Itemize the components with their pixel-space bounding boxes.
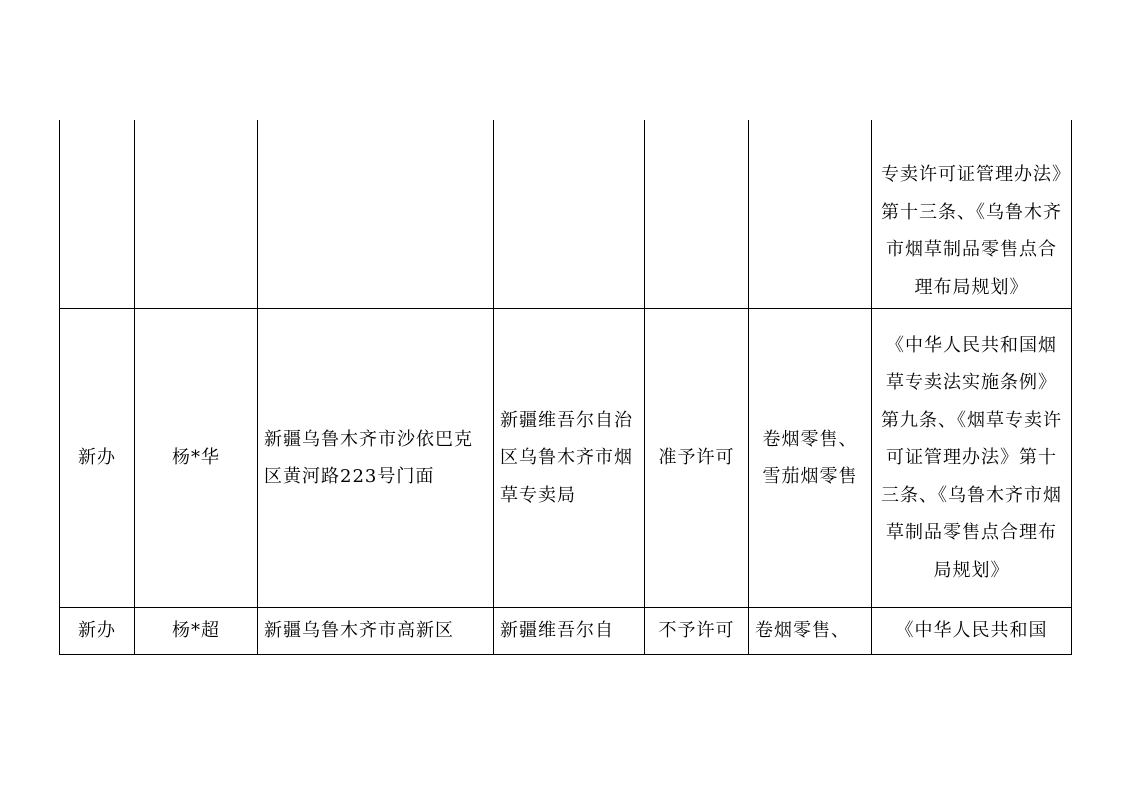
cell-authority	[494, 120, 645, 309]
table-row	[60, 309, 1072, 608]
table-row	[60, 608, 1072, 655]
cell-scope: 卷烟零售、	[749, 608, 872, 655]
cell-type: 新办	[60, 309, 135, 608]
cell-name: 杨*超	[135, 608, 258, 655]
license-table	[59, 120, 1072, 655]
cell-decision: 准予许可	[645, 309, 749, 608]
table-row	[60, 120, 1072, 309]
cell-decision	[645, 120, 749, 309]
cell-authority: 新疆维吾尔自治区乌鲁木齐市烟草专卖局	[494, 309, 645, 608]
cell-decision: 不予许可	[645, 608, 749, 655]
cell-scope	[749, 120, 872, 309]
cell-address	[258, 120, 494, 309]
cell-address: 新疆乌鲁木齐市高新区	[258, 608, 494, 655]
cell-basis: 专卖许可证管理办法》第十三条、《乌鲁木齐市烟草制品零售点合理布局规划》	[872, 120, 1072, 309]
cell-type: 新办	[60, 608, 135, 655]
cell-name	[135, 120, 258, 309]
cell-authority: 新疆维吾尔自	[494, 608, 645, 655]
cell-name: 杨*华	[135, 309, 258, 608]
cell-type	[60, 120, 135, 309]
cell-address: 新疆乌鲁木齐市沙依巴克区黄河路223号门面	[258, 309, 494, 608]
cell-scope: 卷烟零售、雪茄烟零售	[749, 309, 872, 608]
cell-basis: 《中华人民共和国	[872, 608, 1072, 655]
cell-basis: 《中华人民共和国烟草专卖法实施条例》第九条、《烟草专卖许可证管理办法》第十三条、《乌鲁木齐市烟草制品零售点合理布局规划》	[872, 309, 1072, 608]
